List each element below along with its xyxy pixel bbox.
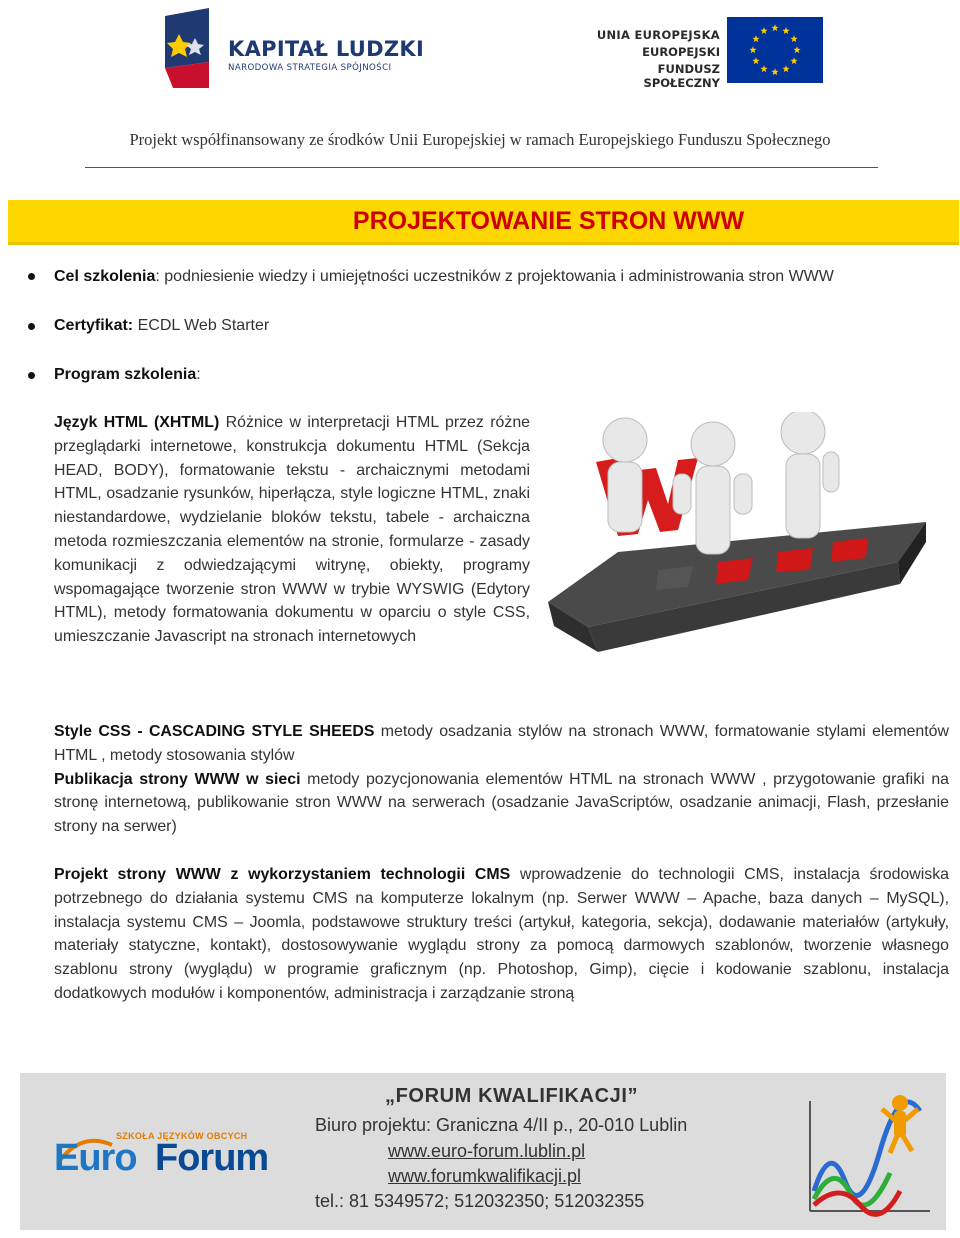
bullet-program <box>54 366 201 384</box>
program-cms-text: wprowadzenie do technologii CMS, instalacja środowiska potrzebnego do działania systemu CMS na komputerze lokalnym (np. Serwer WWW – Apache, baza danych – MySQL), instalacja systemu CMS – Joomla, podstawowe struktury treści (artykuł, kategoria, sekcja), dodawanie materiałów (artykuły, materiały statyczne, kontakt), dostosowywanie wyglądu strony za pomocą darmowych szablonów, tworzenie własnego szablonu strony (wyglądu) w programie graficznym (np. Photoshop, Gimp), cięcie i kodowanie szablonu, instalacja dodatkowych modułów i komponentów, administracja i zarządzanie stroną <box>54 866 949 1002</box>
bullet-goal <box>54 268 834 286</box>
footer-banner <box>20 1073 946 1230</box>
program-pub-text: metody pozycjonowania elementów HTML na stronach WWW , przygotowanie grafiki na stronę internetową, publikowanie stron WWW na serwerach (osadzanie JavaScriptów, osadzanie animacji, Flash, przesłanie strony na serwer) <box>54 770 950 836</box>
program-pub-label: Publikacja strony WWW w sieci <box>54 770 301 788</box>
bullet-dot <box>28 323 35 330</box>
footer-title: „FORUM KWALIFIKACJI” <box>385 1085 639 1107</box>
forum-logo-text: Forum <box>155 1137 269 1179</box>
kapital-ludzki-logo-icon <box>165 8 213 88</box>
footer-phones: tel.: 81 5349572; 512032350; 512032355 <box>315 1191 645 1211</box>
eu-line-1: UNIA EUROPEJSKA <box>596 28 720 42</box>
bullet-cert-text: ECDL Web Starter <box>133 317 270 334</box>
program-css-text: metody osadzania stylów na stronach WWW, formatowanie stylami elementów HTML , metody stosowania stylów <box>54 723 949 764</box>
cofinancing-note: Projekt współfinansowany ze środków Unii Europejskiej w ramach Europejskiego Funduszu Społecznego <box>129 130 831 149</box>
bullet-goal-text: : podniesienie wiedzy i umiejętności uczestników z projektowania i administrowania stron WWW <box>155 268 834 285</box>
kapital-ludzki-title: KAPITAŁ LUDZKI <box>228 37 425 61</box>
kapital-ludzki-text <box>228 37 424 73</box>
program-html-label: Język HTML (XHTML) <box>54 414 220 431</box>
bullet-dot <box>28 273 35 280</box>
euro-logo-text: Euro <box>54 1137 137 1179</box>
footer-web-1[interactable]: www.euro-forum.lublin.pl <box>388 1141 586 1161</box>
eu-line-3: FUNDUSZ SPOŁECZNY <box>643 62 720 90</box>
eu-line-2: EUROPEJSKI <box>642 45 720 59</box>
eu-flag-icon <box>727 17 823 83</box>
program-html-paragraph <box>54 411 530 649</box>
growth-chart-icon <box>800 1081 936 1221</box>
page-title: PROJEKTOWANIE STRON WWW <box>352 207 745 235</box>
program-html-text: Różnice w interpretacji HTML przez różne przeglądarki internetowe, konstrukcja dokumentu HTML (Sekcja HEAD, BODY), formatowanie tekstu - archaicznymi metodami HTML, osadzanie rysunków, hiperłącza, style logiczne HTML, znaki niestandardowe, wydzielanie bloków tekstu, tabele - archaiczna metoda rozmieszczania elementów na stronie, formularze - zasady komunikacji z odwiedzającymi witrynę, obiekty, programy wspomagające tworzenie stron WWW w trybie WYSWIG (Edytory HTML), metody formatowania dokumentu w oparciu o style CSS, umieszczanie Javascript na stronach internetowych <box>54 414 530 646</box>
bullet-dot <box>28 372 35 379</box>
kapital-ludzki-subtitle: NARODOWA STRATEGIA SPÓJNOŚCI <box>228 63 392 73</box>
title-band <box>8 200 959 245</box>
bullet-goal-label: Cel szkolenia <box>54 268 156 285</box>
footer-address: Biuro projektu: Graniczna 4/II p., 20-010 Lublin <box>315 1115 688 1135</box>
bullet-program-text: : <box>196 366 201 383</box>
footer-web-2[interactable]: www.forumkwalifikacji.pl <box>388 1166 582 1186</box>
eu-text <box>592 28 720 90</box>
program-cms-label: Projekt strony WWW z wykorzystaniem technologii CMS <box>54 866 511 883</box>
program-css-publication <box>54 720 949 839</box>
3d-www-figures-image-icon <box>548 412 926 672</box>
bullet-cert-label: Certyfikat: <box>54 317 134 334</box>
program-css-label: Style CSS - CASCADING STYLE SHEEDS <box>54 723 375 740</box>
program-cms-paragraph <box>54 863 949 1006</box>
header-separator <box>85 167 878 168</box>
bullet-cert <box>54 317 269 335</box>
bullet-program-label: Program szkolenia <box>54 366 197 383</box>
school-subtitle: SZKOŁA JĘZYKÓW OBCYCH <box>116 1131 248 1141</box>
